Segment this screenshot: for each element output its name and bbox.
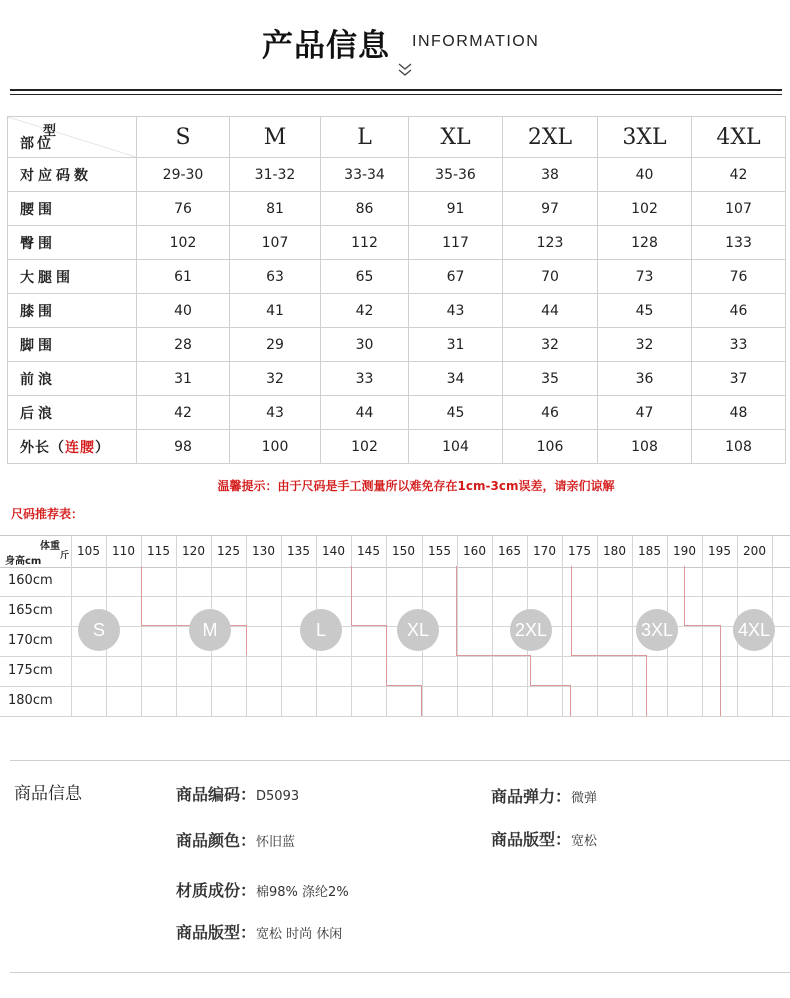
weight-label: 125 — [217, 544, 240, 558]
row-label: 腰围 — [8, 192, 137, 226]
table-cell: 34 — [409, 362, 503, 396]
table-row — [8, 396, 786, 430]
table-cell: 29-30 — [137, 158, 230, 192]
size-header-cell: 3XL — [598, 117, 692, 158]
header-divider-thin — [10, 94, 782, 95]
size-circle: 2XL — [510, 609, 552, 651]
table-cell: 45 — [409, 396, 503, 430]
table-row — [8, 362, 786, 396]
header-divider — [10, 89, 782, 91]
size-boundary-line — [386, 625, 387, 685]
table-cell: 42 — [137, 396, 230, 430]
size-boundary-line — [530, 655, 531, 685]
table-row — [8, 192, 786, 226]
row-label-highlight: 连腰 — [65, 439, 95, 456]
size-boundary-line — [684, 625, 720, 626]
table-cell: 29 — [230, 328, 321, 362]
table-cell: 100 — [230, 430, 321, 464]
size-boundary-line — [571, 655, 646, 656]
info-item-fit — [491, 827, 597, 850]
table-cell: 37 — [692, 362, 786, 396]
size-boundary-line — [386, 685, 421, 686]
table-cell: 112 — [321, 226, 409, 260]
size-circle: M — [189, 609, 231, 651]
row-label-suffix: ） — [95, 439, 110, 456]
weight-label: 185 — [638, 544, 661, 558]
table-row — [8, 158, 786, 192]
info-key: 商品颜色： — [176, 831, 257, 850]
table-cell: 43 — [409, 294, 503, 328]
table-cell: 35 — [503, 362, 598, 396]
height-label: 165cm — [8, 603, 53, 618]
size-header-cell: M — [230, 117, 321, 158]
size-boundary-line — [646, 655, 647, 716]
double-chevron-down-icon — [396, 62, 414, 78]
size-header-cell: XL — [409, 117, 503, 158]
height-label: 180cm — [8, 693, 53, 708]
table-cell: 76 — [137, 192, 230, 226]
size-table — [7, 116, 786, 464]
grid-line — [0, 596, 790, 597]
table-cell: 98 — [137, 430, 230, 464]
size-boundary-line — [246, 625, 247, 655]
table-cell: 43 — [230, 396, 321, 430]
size-header-row — [8, 117, 786, 158]
height-label: 170cm — [8, 633, 53, 648]
table-cell: 44 — [503, 294, 598, 328]
page-header — [0, 0, 790, 100]
size-table-body — [8, 158, 786, 430]
corner-height-label: 身高cm — [5, 556, 42, 567]
size-header-cell: L — [321, 117, 409, 158]
weight-label: 130 — [252, 544, 275, 558]
weight-label: 160 — [463, 544, 486, 558]
size-boundary-line — [571, 566, 572, 656]
table-cell: 91 — [409, 192, 503, 226]
table-cell: 32 — [503, 328, 598, 362]
table-cell: 41 — [230, 294, 321, 328]
table-cell: 104 — [409, 430, 503, 464]
table-cell: 42 — [692, 158, 786, 192]
info-item-style — [176, 920, 342, 943]
table-cell: 32 — [598, 328, 692, 362]
table-cell: 63 — [230, 260, 321, 294]
info-item-material — [176, 878, 349, 901]
size-boundary-line — [351, 625, 386, 626]
height-label: 175cm — [8, 663, 53, 678]
table-cell: 61 — [137, 260, 230, 294]
weight-label: 140 — [322, 544, 345, 558]
row-label — [8, 430, 137, 464]
info-key: 商品编码： — [176, 785, 257, 804]
weight-label: 105 — [77, 544, 100, 558]
table-row — [8, 260, 786, 294]
info-key: 商品弹力： — [491, 787, 572, 806]
table-cell: 28 — [137, 328, 230, 362]
size-boundary-line — [570, 685, 571, 716]
size-circle: XL — [397, 609, 439, 651]
size-boundary-line — [530, 685, 570, 686]
table-row — [8, 430, 786, 464]
weight-label: 165 — [498, 544, 521, 558]
table-cell: 36 — [598, 362, 692, 396]
product-info-title: 商品信息 — [14, 784, 82, 804]
table-cell: 86 — [321, 192, 409, 226]
weight-label: 135 — [287, 544, 310, 558]
corner-type-label: 型 — [42, 124, 56, 139]
info-item-elasticity — [491, 784, 597, 807]
grid-line — [0, 686, 790, 687]
size-circle: 3XL — [636, 609, 678, 651]
table-row — [8, 294, 786, 328]
info-value: D5093 — [256, 789, 300, 804]
weight-label: 120 — [182, 544, 205, 558]
info-value: 微弹 — [571, 791, 598, 806]
weight-label: 170 — [533, 544, 556, 558]
row-label: 膝围 — [8, 294, 137, 328]
table-corner-cell — [8, 117, 137, 158]
row-label: 臀围 — [8, 226, 137, 260]
info-value: 宽松 时尚 休闲 — [256, 927, 343, 942]
info-divider-top — [10, 760, 790, 761]
table-cell: 102 — [321, 430, 409, 464]
info-item-color — [176, 828, 295, 851]
info-value: 宽松 — [571, 834, 598, 849]
table-cell: 107 — [230, 226, 321, 260]
table-cell: 107 — [692, 192, 786, 226]
info-key: 商品版型： — [176, 923, 257, 942]
weight-label: 115 — [147, 544, 170, 558]
row-label: 前浪 — [8, 362, 137, 396]
grid-line — [0, 716, 790, 717]
table-cell: 133 — [692, 226, 786, 260]
info-key: 商品版型： — [491, 830, 572, 849]
table-cell: 81 — [230, 192, 321, 226]
size-boundary-line — [684, 566, 685, 626]
table-cell: 38 — [503, 158, 598, 192]
weight-label: 175 — [568, 544, 591, 558]
weight-label: 195 — [708, 544, 731, 558]
table-cell: 45 — [598, 294, 692, 328]
size-boundary-line — [351, 566, 352, 626]
table-cell: 67 — [409, 260, 503, 294]
size-boundary-line — [141, 566, 142, 626]
table-cell: 46 — [503, 396, 598, 430]
table-cell: 76 — [692, 260, 786, 294]
recommend-title: 尺码推荐表： — [11, 507, 84, 521]
table-cell: 47 — [598, 396, 692, 430]
page-title: 产品信息 — [262, 28, 390, 64]
row-label-prefix: 外长（ — [20, 439, 65, 456]
size-circle: 4XL — [733, 609, 775, 651]
corner-part-label: 部位 — [20, 136, 54, 152]
table-cell: 32 — [230, 362, 321, 396]
table-cell: 42 — [321, 294, 409, 328]
weight-label: 180 — [603, 544, 626, 558]
table-cell: 33-34 — [321, 158, 409, 192]
table-cell: 30 — [321, 328, 409, 362]
table-cell: 128 — [598, 226, 692, 260]
row-label: 脚围 — [8, 328, 137, 362]
table-cell: 70 — [503, 260, 598, 294]
info-item-code — [176, 782, 299, 805]
height-label: 160cm — [8, 573, 53, 588]
table-cell: 33 — [692, 328, 786, 362]
table-cell: 102 — [598, 192, 692, 226]
table-cell: 97 — [503, 192, 598, 226]
weight-label: 110 — [112, 544, 135, 558]
size-boundary-line — [456, 566, 457, 656]
info-value: 棉98% 涤纶2% — [256, 885, 349, 900]
weight-label: 190 — [673, 544, 696, 558]
size-header-cell: S — [137, 117, 230, 158]
table-cell: 31-32 — [230, 158, 321, 192]
size-header-cell: 2XL — [503, 117, 598, 158]
table-cell: 108 — [598, 430, 692, 464]
table-cell: 44 — [321, 396, 409, 430]
row-label: 后浪 — [8, 396, 137, 430]
table-row — [8, 328, 786, 362]
table-cell: 123 — [503, 226, 598, 260]
measurement-tip: 温馨提示：由于尺码是手工测量所以难免存在1cm-3cm误差，请亲们谅解 — [217, 479, 615, 493]
page-subtitle: INFORMATION — [412, 33, 540, 50]
table-cell: 73 — [598, 260, 692, 294]
table-cell: 31 — [137, 362, 230, 396]
table-cell: 106 — [503, 430, 598, 464]
corner-unit-label: 斤 — [60, 551, 70, 561]
table-cell: 102 — [137, 226, 230, 260]
weight-label: 145 — [357, 544, 380, 558]
size-boundary-line — [456, 655, 531, 656]
table-cell: 40 — [137, 294, 230, 328]
size-boundary-line — [421, 685, 422, 716]
table-cell: 35-36 — [409, 158, 503, 192]
weight-label: 150 — [392, 544, 415, 558]
table-cell: 31 — [409, 328, 503, 362]
corner-weight-label: 体重 — [40, 541, 60, 552]
row-label: 对应码数 — [8, 158, 137, 192]
size-boundary-line — [720, 625, 721, 716]
table-cell: 46 — [692, 294, 786, 328]
table-cell: 40 — [598, 158, 692, 192]
info-value: 怀旧蓝 — [256, 835, 296, 850]
table-cell: 65 — [321, 260, 409, 294]
weight-label: 155 — [428, 544, 451, 558]
table-cell: 117 — [409, 226, 503, 260]
table-cell: 33 — [321, 362, 409, 396]
table-row — [8, 226, 786, 260]
table-cell: 48 — [692, 396, 786, 430]
size-circle: L — [300, 609, 342, 651]
table-cell: 108 — [692, 430, 786, 464]
size-recommend-grid — [0, 535, 790, 717]
info-key: 材质成份： — [176, 881, 257, 900]
info-divider-bottom — [10, 972, 790, 973]
grid-line — [0, 656, 790, 657]
row-label: 大腿围 — [8, 260, 137, 294]
weight-label: 200 — [743, 544, 766, 558]
size-header-cell: 4XL — [692, 117, 786, 158]
size-circle: S — [78, 609, 120, 651]
